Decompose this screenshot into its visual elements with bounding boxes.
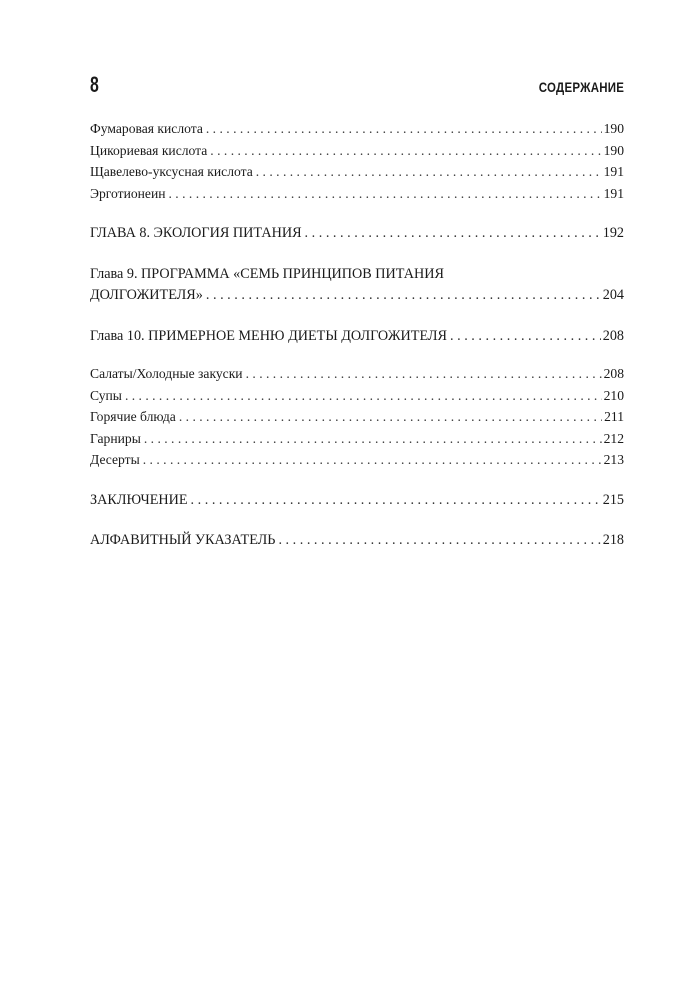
toc-entry-fumaric-acid[interactable] bbox=[90, 118, 624, 140]
leader-dots bbox=[210, 140, 601, 162]
toc-entry-soups[interactable] bbox=[90, 385, 624, 407]
toc-entry-page: 208 bbox=[602, 327, 624, 344]
toc-entry-title: Супы bbox=[90, 387, 122, 403]
toc-entry-title: Фумаровая кислота bbox=[90, 121, 203, 136]
toc-entry-page: 191 bbox=[603, 164, 624, 179]
toc-entry-page: 192 bbox=[602, 225, 624, 241]
toc-entry-chapter-10[interactable] bbox=[90, 326, 624, 348]
table-of-contents bbox=[90, 118, 624, 552]
toc-entry-page: 212 bbox=[603, 430, 624, 446]
leader-dots bbox=[305, 223, 601, 245]
leader-dots bbox=[450, 326, 601, 348]
leader-dots bbox=[278, 530, 600, 552]
toc-entry-title: Глава 10. ПРИМЕРНОЕ МЕНЮ ДИЕТЫ ДОЛГОЖИТЕЛЯ bbox=[90, 327, 448, 344]
toc-entry-title: ЗАКЛЮЧЕНИЕ bbox=[90, 491, 188, 508]
leader-dots bbox=[125, 385, 602, 407]
toc-entry-page: 191 bbox=[603, 185, 624, 201]
leader-dots bbox=[143, 449, 602, 471]
spacer bbox=[90, 347, 624, 363]
toc-entry-side-dishes[interactable] bbox=[90, 428, 624, 450]
toc-entry-page: 204 bbox=[602, 287, 624, 303]
toc-entry-page: 208 bbox=[603, 366, 624, 381]
leader-dots bbox=[169, 183, 602, 205]
toc-entry-desserts[interactable] bbox=[90, 449, 624, 471]
toc-entry-oxaloacetic-acid[interactable] bbox=[90, 161, 624, 183]
toc-entry-title: Салаты/Холодные закуски bbox=[90, 366, 243, 381]
spacer bbox=[90, 245, 624, 264]
toc-entry-hot-dishes[interactable] bbox=[90, 406, 624, 428]
leader-dots bbox=[179, 406, 602, 428]
toc-entry-title: Эрготионеин bbox=[90, 185, 166, 201]
toc-entry-salads[interactable] bbox=[90, 363, 624, 385]
toc-entry-title: Гарниры bbox=[90, 430, 141, 446]
toc-entry-page: 190 bbox=[603, 142, 624, 158]
leader-dots bbox=[191, 490, 601, 512]
toc-entry-title: Десерты bbox=[90, 452, 140, 467]
leader-dots bbox=[246, 363, 602, 385]
toc-entry-title: Цикориевая кислота bbox=[90, 142, 208, 158]
toc-entry-page: 213 bbox=[603, 452, 624, 467]
leader-dots bbox=[206, 118, 602, 140]
toc-entry-page: 190 bbox=[603, 121, 624, 136]
toc-entry-title: ДОЛГОЖИТЕЛЯ» bbox=[90, 287, 203, 303]
toc-entry-page: 210 bbox=[603, 387, 624, 403]
toc-entry-chapter-8[interactable] bbox=[90, 223, 624, 245]
toc-entry-title: Щавелево-уксусная кислота bbox=[90, 164, 253, 179]
toc-entry-chapter-9-line1[interactable]: Глава 9. ПРОГРАММА «СЕМЬ ПРИНЦИПОВ ПИТАНИЯ bbox=[90, 265, 444, 282]
leader-dots bbox=[256, 161, 602, 183]
toc-entry-page: 218 bbox=[602, 532, 624, 548]
toc-entry-title: АЛФАВИТНЫЙ УКАЗАТЕЛЬ bbox=[90, 532, 276, 548]
leader-dots bbox=[206, 285, 601, 307]
toc-entry-page: 211 bbox=[604, 409, 624, 424]
spacer bbox=[90, 204, 624, 223]
spacer bbox=[90, 511, 624, 530]
spacer bbox=[90, 471, 624, 490]
toc-entry-title: Горячие блюда bbox=[90, 409, 176, 424]
page-number: 8 bbox=[90, 72, 99, 97]
toc-entry-chapter-9[interactable] bbox=[90, 285, 624, 307]
toc-entry-conclusion[interactable] bbox=[90, 490, 624, 512]
toc-entry-index[interactable] bbox=[90, 530, 624, 552]
toc-entry-ergothioneine[interactable] bbox=[90, 183, 624, 205]
toc-entry-page: 215 bbox=[602, 491, 624, 508]
toc-entry-title: ГЛАВА 8. ЭКОЛОГИЯ ПИТАНИЯ bbox=[90, 225, 302, 241]
running-title: СОДЕРЖАНИЕ bbox=[538, 79, 624, 95]
toc-entry-chicoric-acid[interactable] bbox=[90, 140, 624, 162]
spacer bbox=[90, 307, 624, 326]
leader-dots bbox=[144, 428, 602, 450]
